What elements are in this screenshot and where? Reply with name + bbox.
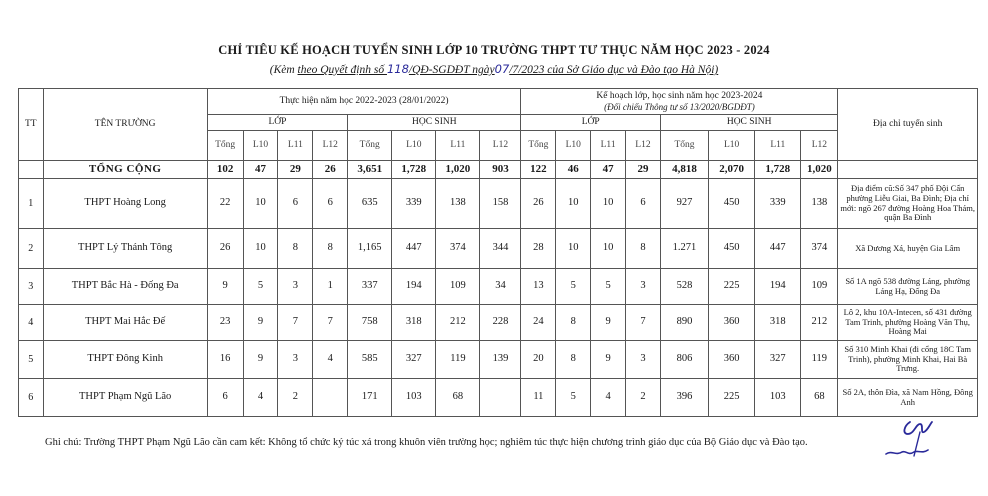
table-row xyxy=(19,179,978,229)
row-value: 26 xyxy=(521,179,556,229)
row-value: 3 xyxy=(626,341,661,379)
school-name: THPT Phạm Ngũ Lão xyxy=(43,379,207,417)
col-label-1-0: Tổng xyxy=(348,131,392,161)
row-value: 1 xyxy=(313,269,348,305)
row-value: 7 xyxy=(278,305,313,341)
row-value: 6 xyxy=(207,379,243,417)
col-label-2-0: Tổng xyxy=(521,131,556,161)
total-value: 102 xyxy=(207,161,243,179)
table-row xyxy=(19,269,978,305)
row-value: 4 xyxy=(313,341,348,379)
row-value xyxy=(313,379,348,417)
row-value: 225 xyxy=(709,379,755,417)
header-tt: TT xyxy=(19,89,44,161)
total-value: 2,070 xyxy=(709,161,755,179)
row-value: 339 xyxy=(755,179,801,229)
col-label-0-0: Tổng xyxy=(207,131,243,161)
total-value: 3,651 xyxy=(348,161,392,179)
row-value: 450 xyxy=(709,229,755,269)
row-value: 318 xyxy=(755,305,801,341)
row-number: 1 xyxy=(19,179,44,229)
row-value: 6 xyxy=(278,179,313,229)
row-value: 119 xyxy=(436,341,480,379)
row-value: 212 xyxy=(436,305,480,341)
enrollment-address: Số 310 Minh Khai (đi cổng 18C Tam Trinh), phường Minh Khai, Hai Bà Trưng. xyxy=(838,341,978,379)
row-value: 927 xyxy=(660,179,708,229)
subtitle-main: theo Quyết định số xyxy=(297,64,387,76)
header-plan-classes: LỚP xyxy=(521,115,660,131)
row-value: 450 xyxy=(709,179,755,229)
total-value: 122 xyxy=(521,161,556,179)
school-name: THPT Mai Hắc Đế xyxy=(43,305,207,341)
header-address: Địa chỉ tuyển sinh xyxy=(838,89,978,161)
row-value: 194 xyxy=(392,269,436,305)
table-row xyxy=(19,341,978,379)
total-value: 1,020 xyxy=(436,161,480,179)
row-value: 138 xyxy=(801,179,838,229)
total-address-cell xyxy=(838,161,978,179)
row-value: 6 xyxy=(313,179,348,229)
total-value: 903 xyxy=(480,161,521,179)
header-plan-2023-2024 xyxy=(521,89,838,115)
row-value: 11 xyxy=(521,379,556,417)
row-value: 212 xyxy=(801,305,838,341)
row-value: 68 xyxy=(436,379,480,417)
enrollment-address: Lô 2, khu 10A-Intecen, số 431 đường Tam Trinh, phường Hoàng Văn Thụ, Hoàng Mai xyxy=(838,305,978,341)
col-label-1-2: L11 xyxy=(436,131,480,161)
handwritten-day: 07 xyxy=(494,62,510,76)
row-value: 528 xyxy=(660,269,708,305)
total-value: 1,728 xyxy=(755,161,801,179)
enrollment-address: Xã Dương Xá, huyện Gia Lâm xyxy=(838,229,978,269)
row-value xyxy=(480,379,521,417)
subtitle-post: /7/2023 của Sở Giáo dục và Đào tạo Hà Nội) xyxy=(509,64,719,76)
total-value: 1,728 xyxy=(392,161,436,179)
header-actual-students: HỌC SINH xyxy=(348,115,521,131)
total-value: 29 xyxy=(278,161,313,179)
row-value: 758 xyxy=(348,305,392,341)
subtitle-pre: (Kèm xyxy=(269,64,298,76)
row-number: 2 xyxy=(19,229,44,269)
total-value: 1,020 xyxy=(801,161,838,179)
total-value: 26 xyxy=(313,161,348,179)
subtitle-mid: /QĐ-SGDĐT ngày xyxy=(408,64,495,76)
school-name: THPT Đông Kinh xyxy=(43,341,207,379)
row-value: 374 xyxy=(801,229,838,269)
col-label-0-1: L10 xyxy=(243,131,278,161)
row-value: 9 xyxy=(207,269,243,305)
row-value: 10 xyxy=(556,179,591,229)
school-name: THPT Bắc Hà - Đống Đa xyxy=(43,269,207,305)
row-value: 9 xyxy=(591,305,626,341)
row-value: 9 xyxy=(591,341,626,379)
document-title: CHỈ TIÊU KẾ HOẠCH TUYỂN SINH LỚP 10 TRƯỜNG THPT TƯ THỤC NĂM HỌC 2023 - 2024 xyxy=(218,43,770,57)
header-school-name: TÊN TRƯỜNG xyxy=(43,89,207,161)
total-value: 4,818 xyxy=(660,161,708,179)
row-value: 806 xyxy=(660,341,708,379)
row-value: 228 xyxy=(480,305,521,341)
plan-group-label: Kế hoạch lớp, học sinh năm học 2023-2024 xyxy=(596,90,763,101)
row-value: 24 xyxy=(521,305,556,341)
col-label-2-3: L12 xyxy=(626,131,661,161)
header-plan-students: HỌC SINH xyxy=(660,115,837,131)
row-value: 360 xyxy=(709,305,755,341)
row-value: 34 xyxy=(480,269,521,305)
row-value: 8 xyxy=(556,341,591,379)
row-value: 337 xyxy=(348,269,392,305)
row-value: 2 xyxy=(278,379,313,417)
row-number: 4 xyxy=(19,305,44,341)
row-value: 4 xyxy=(243,379,278,417)
col-label-2-2: L11 xyxy=(591,131,626,161)
row-value: 8 xyxy=(278,229,313,269)
row-value: 26 xyxy=(207,229,243,269)
row-number: 6 xyxy=(19,379,44,417)
total-value: 46 xyxy=(556,161,591,179)
col-label-3-0: Tổng xyxy=(660,131,708,161)
row-number: 5 xyxy=(19,341,44,379)
row-value: 396 xyxy=(660,379,708,417)
handwritten-decision-number: 118 xyxy=(386,62,409,76)
handwritten-signature-icon xyxy=(880,410,940,470)
row-value: 13 xyxy=(521,269,556,305)
row-value: 344 xyxy=(480,229,521,269)
header-actual-classes: LỚP xyxy=(207,115,347,131)
row-value: 119 xyxy=(801,341,838,379)
row-value: 7 xyxy=(313,305,348,341)
row-value: 8 xyxy=(626,229,661,269)
col-label-0-3: L12 xyxy=(313,131,348,161)
enrollment-address: Địa điểm cũ:Số 347 phố Đội Cấn phường Liễu Giai, Ba Đình; Địa chỉ mới: ngõ 267 đường Hoàng Hoa Thám, quận Ba Đình xyxy=(838,179,978,229)
enrollment-address: Số 1A ngõ 538 đường Láng, phường Láng Hạ, Đống Đa xyxy=(838,269,978,305)
row-value: 327 xyxy=(392,341,436,379)
row-value: 158 xyxy=(480,179,521,229)
row-value: 10 xyxy=(591,229,626,269)
row-value: 23 xyxy=(207,305,243,341)
row-value: 5 xyxy=(556,269,591,305)
row-value: 318 xyxy=(392,305,436,341)
school-name: THPT Hoàng Long xyxy=(43,179,207,229)
col-label-2-1: L10 xyxy=(556,131,591,161)
row-value: 68 xyxy=(801,379,838,417)
row-value: 447 xyxy=(755,229,801,269)
row-value: 9 xyxy=(243,305,278,341)
total-tt-cell xyxy=(19,161,44,179)
col-label-1-1: L10 xyxy=(392,131,436,161)
row-value: 10 xyxy=(591,179,626,229)
col-label-3-3: L12 xyxy=(801,131,838,161)
table-row xyxy=(19,379,978,417)
school-name: THPT Lý Thánh Tông xyxy=(43,229,207,269)
row-value: 194 xyxy=(755,269,801,305)
total-value: 47 xyxy=(591,161,626,179)
row-value: 3 xyxy=(278,341,313,379)
row-value: 22 xyxy=(207,179,243,229)
row-value: 2 xyxy=(626,379,661,417)
row-value: 171 xyxy=(348,379,392,417)
table-row xyxy=(19,305,978,341)
row-value: 447 xyxy=(392,229,436,269)
row-value: 6 xyxy=(626,179,661,229)
row-value: 4 xyxy=(591,379,626,417)
row-value: 1.271 xyxy=(660,229,708,269)
row-value: 3 xyxy=(278,269,313,305)
row-value: 10 xyxy=(243,229,278,269)
row-value: 5 xyxy=(556,379,591,417)
row-value: 103 xyxy=(755,379,801,417)
total-row xyxy=(19,161,978,179)
row-value: 16 xyxy=(207,341,243,379)
enrollment-address: Số 2A, thôn Đìa, xã Nam Hồng, Đông Anh xyxy=(838,379,978,417)
row-value: 635 xyxy=(348,179,392,229)
row-value: 109 xyxy=(436,269,480,305)
row-value: 109 xyxy=(801,269,838,305)
header-actual-2022-2023: Thực hiện năm học 2022-2023 (28/01/2022) xyxy=(207,89,521,115)
row-value: 10 xyxy=(556,229,591,269)
row-value: 5 xyxy=(591,269,626,305)
row-value: 138 xyxy=(436,179,480,229)
col-label-1-3: L12 xyxy=(480,131,521,161)
row-value: 339 xyxy=(392,179,436,229)
row-value: 5 xyxy=(243,269,278,305)
row-value: 139 xyxy=(480,341,521,379)
row-value: 3 xyxy=(626,269,661,305)
col-label-3-2: L11 xyxy=(755,131,801,161)
row-value: 225 xyxy=(709,269,755,305)
row-number: 3 xyxy=(19,269,44,305)
row-value: 890 xyxy=(660,305,708,341)
row-value: 8 xyxy=(313,229,348,269)
row-value: 1,165 xyxy=(348,229,392,269)
row-value: 20 xyxy=(521,341,556,379)
enrollment-table xyxy=(18,88,978,417)
row-value: 10 xyxy=(243,179,278,229)
row-value: 8 xyxy=(556,305,591,341)
plan-group-note: (Đối chiếu Thông tư số 13/2020/BGDĐT) xyxy=(604,101,755,112)
row-value: 103 xyxy=(392,379,436,417)
document-subtitle xyxy=(0,62,988,76)
total-label: TỔNG CỘNG xyxy=(43,161,207,179)
row-value: 28 xyxy=(521,229,556,269)
row-value: 7 xyxy=(626,305,661,341)
col-label-3-1: L10 xyxy=(709,131,755,161)
row-value: 360 xyxy=(709,341,755,379)
row-value: 9 xyxy=(243,341,278,379)
total-value: 47 xyxy=(243,161,278,179)
col-label-0-2: L11 xyxy=(278,131,313,161)
total-value: 29 xyxy=(626,161,661,179)
row-value: 327 xyxy=(755,341,801,379)
row-value: 374 xyxy=(436,229,480,269)
table-row xyxy=(19,229,978,269)
row-value: 585 xyxy=(348,341,392,379)
footnote: Ghi chú: Trường THPT Phạm Ngũ Lão cần cam kết: Không tổ chức ký túc xá trong khuôn viên trường học; nghiêm túc thực hiện chương trình giáo dục của Bộ Giáo dục và Đào tạo. xyxy=(45,437,808,448)
